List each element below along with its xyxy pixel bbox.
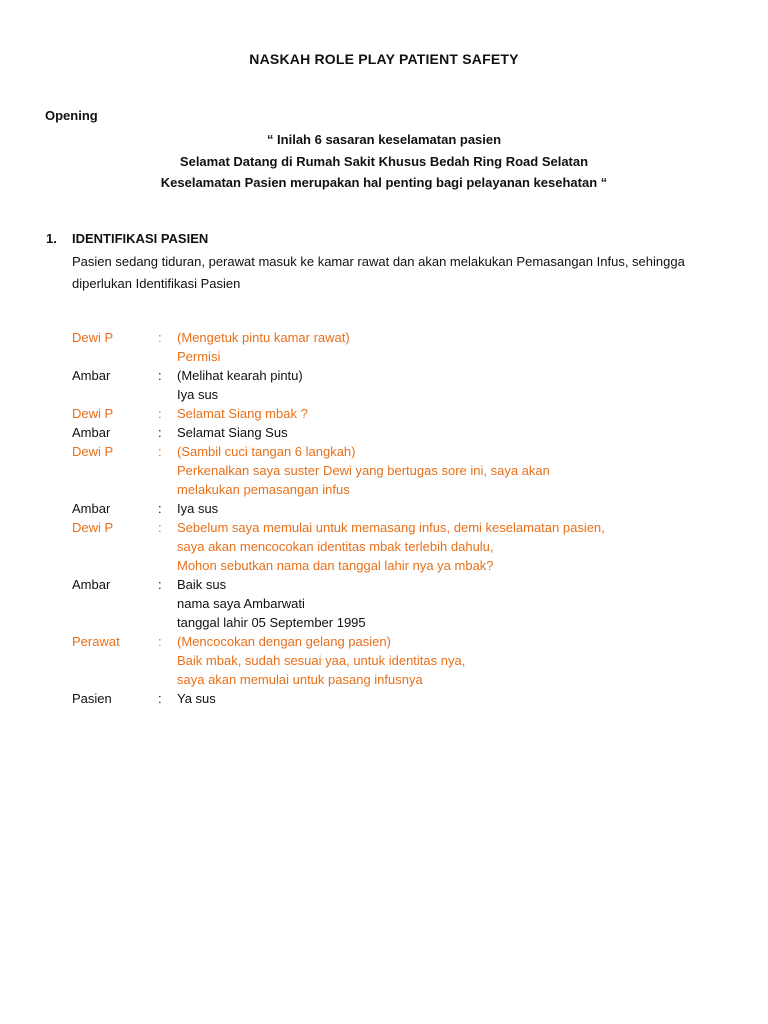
dialogue-lines: [177, 575, 712, 632]
speaker-colon: :: [158, 368, 162, 383]
dialogue-lines: [177, 442, 712, 499]
speaker-name: Dewi P: [72, 444, 114, 459]
dialogue-row: [72, 328, 712, 366]
dialogue-line: (Sambil cuci tangan 6 langkah): [177, 444, 356, 459]
section-description: Pasien sedang tiduran, perawat masuk ke kamar rawat dan akan melakukan Pemasangan Infus, sehingga diperlukan Identifikasi Pasien: [72, 254, 685, 291]
dialogue-row: [72, 499, 712, 518]
speaker-colon: :: [158, 691, 162, 706]
dialogue-line: Mohon sebutkan nama dan tanggal lahir nya ya mbak?: [177, 558, 494, 573]
opening-text: [0, 129, 768, 194]
dialogue-line: Baik sus: [177, 577, 227, 592]
opening-line: Selamat Datang di Rumah Sakit Khusus Bedah Ring Road Selatan: [179, 153, 589, 169]
speaker-name: Dewi P: [72, 330, 114, 345]
document-title: NASKAH ROLE PLAY PATIENT SAFETY: [249, 51, 519, 67]
speaker-colon: :: [158, 330, 162, 345]
dialogue-lines: [177, 518, 712, 575]
dialogue-row: [72, 689, 712, 708]
dialogue-lines: [177, 423, 712, 442]
dialogue-line: nama saya Ambarwati: [177, 596, 305, 611]
dialogue-line: Ya sus: [177, 691, 216, 706]
dialogue-line: saya akan mencocokan identitas mbak terlebih dahulu,: [177, 539, 494, 554]
dialogue-line: Selamat Siang mbak ?: [177, 406, 308, 421]
dialogue-lines: [177, 499, 712, 518]
dialogue-row: [72, 632, 712, 689]
dialogue-line: Iya sus: [177, 501, 219, 516]
speaker-colon: :: [158, 501, 162, 516]
dialogue-row: [72, 518, 712, 575]
dialogue-line: (Mengetuk pintu kamar rawat): [177, 330, 350, 345]
dialogue-row: [72, 575, 712, 632]
speaker-name: Ambar: [72, 577, 111, 592]
dialogue-line: saya akan memulai untuk pasang infusnya: [177, 672, 423, 687]
speaker-colon: :: [158, 425, 162, 440]
dialogue-line: Baik mbak, sudah sesuai yaa, untuk identitas nya,: [177, 653, 466, 668]
dialogue-line: Selamat Siang Sus: [177, 425, 288, 440]
dialogue-script: [72, 328, 712, 708]
dialogue-line: tanggal lahir 05 September 1995: [177, 615, 366, 630]
dialogue-row: [72, 442, 712, 499]
speaker-name: Ambar: [72, 501, 111, 516]
dialogue-line: Iya sus: [177, 387, 219, 402]
speaker-name: Dewi P: [72, 520, 114, 535]
speaker-colon: :: [158, 406, 162, 421]
section-number: 1.: [46, 231, 57, 246]
dialogue-line: Perkenalkan saya suster Dewi yang bertugas sore ini, saya akan: [177, 463, 550, 478]
dialogue-line: (Melihat kearah pintu): [177, 368, 303, 383]
speaker-colon: :: [158, 634, 162, 649]
opening-line: Keselamatan Pasien merupakan hal penting bagi pelayanan kesehatan “: [160, 175, 608, 190]
dialogue-lines: [177, 632, 712, 689]
dialogue-row: [72, 366, 712, 404]
section-title: IDENTIFIKASI PASIEN: [72, 231, 209, 246]
dialogue-row: [72, 423, 712, 442]
dialogue-lines: [177, 689, 712, 708]
dialogue-line: (Mencocokan dengan gelang pasien): [177, 634, 391, 649]
speaker-colon: :: [158, 577, 162, 592]
dialogue-row: [72, 404, 712, 423]
dialogue-line: Sebelum saya memulai untuk memasang infus, demi keselamatan pasien,: [177, 520, 605, 535]
opening-line: “ Inilah 6 sasaran keselamatan pasien: [266, 132, 502, 147]
speaker-name: Ambar: [72, 368, 111, 383]
speaker-colon: :: [158, 444, 162, 459]
speaker-name: Pasien: [72, 691, 112, 706]
dialogue-lines: [177, 404, 712, 423]
speaker-name: Ambar: [72, 425, 111, 440]
dialogue-line: Permisi: [177, 349, 221, 364]
opening-label: Opening: [45, 108, 98, 123]
speaker-name: Dewi P: [72, 406, 114, 421]
dialogue-lines: [177, 328, 712, 366]
dialogue-lines: [177, 366, 712, 404]
dialogue-line: melakukan pemasangan infus: [177, 482, 350, 497]
speaker-name: Perawat: [72, 634, 120, 649]
speaker-colon: :: [158, 520, 162, 535]
